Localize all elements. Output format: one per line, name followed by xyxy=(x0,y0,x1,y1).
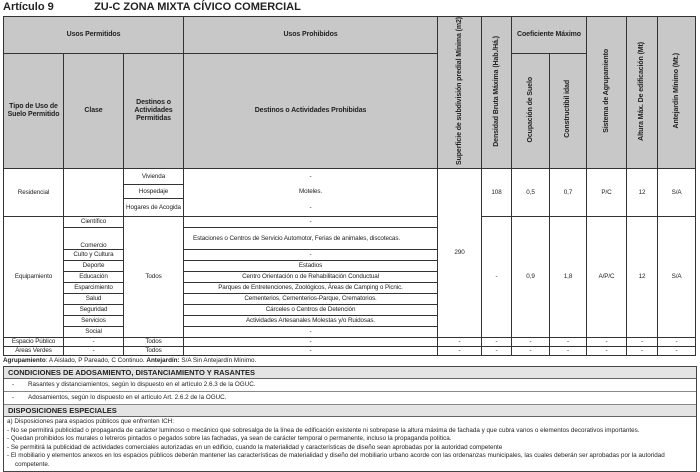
list-item: - Se permitirá la publicidad de actividades comerciales autorizadas en un edificio, cuando la materialidad y características de diseño sean aprobadas por la autoridad competente xyxy=(7,443,503,451)
prohibido-cell: Parques de Entretenciones, Zoológicos, Áreas de Camping o Picnic. xyxy=(184,283,438,294)
destino-cell: Vivienda xyxy=(124,169,184,185)
agrupamiento-label: Agrupamiento xyxy=(3,357,46,365)
table-row xyxy=(4,347,696,356)
disposiciones-intro: a) Disposiciones para espacios públicos que enfrenten ICH: xyxy=(7,418,174,426)
header-altura: Altura Máx. De edificación (Mt) xyxy=(638,41,646,141)
clase-cell: - xyxy=(64,338,124,347)
disposiciones-title: DISPOSICIONES ESPECIALES xyxy=(4,405,696,417)
table-row xyxy=(4,338,696,347)
prohibido-cell: - xyxy=(184,327,438,338)
condicion-text: Rasantes y distanciamientos, según lo dispuesto en el artículo 2.6.3 de la OGUC. xyxy=(28,381,256,389)
page-title xyxy=(3,0,697,14)
ocupacion-cell: 0,5 xyxy=(512,169,550,217)
constructibilidad-cell: 1,8 xyxy=(550,217,587,338)
destino-cell: Hospedaje xyxy=(124,185,184,199)
clase-cell: Servicios xyxy=(64,316,124,327)
prohibido-cell: - xyxy=(184,347,438,356)
antejardin-label: Antejardín: xyxy=(146,357,180,365)
header-superficie: Superficie de subdivisión predial Mínima (m2) xyxy=(455,17,463,165)
tipo-cell: Equipamiento xyxy=(4,217,64,338)
header-tipo: Tipo de Uso de Suelo Permitido xyxy=(4,53,64,169)
header-ocupacion: Ocupación de Suelo xyxy=(526,76,534,142)
table-row xyxy=(4,169,696,185)
tipo-cell: Residencial xyxy=(4,169,64,217)
prohibido-cell: Actividades Artesanales Molestas y/o Ruidosas. xyxy=(184,316,438,327)
header-antejardin: Antejardín Mínimo (Mt.) xyxy=(672,53,680,129)
list-item: - Adosamientos, según lo dispuesto en el artículo Art. 2.6.2 de la OGUC. xyxy=(4,392,696,405)
prohibido-cell: - xyxy=(184,217,438,228)
antejardin-cell: S/A xyxy=(658,169,696,217)
article-number: Artículo 9 xyxy=(3,1,54,13)
destino-cell: Todos xyxy=(124,338,184,347)
superficie-cell: - xyxy=(438,338,482,347)
agrupamiento-text: : A Aislado, P Pareado, C Continuo. xyxy=(45,357,145,365)
header-coeficiente: Coeficiente Máximo xyxy=(512,17,587,54)
header-usos-prohibidos: Usos Prohibidos xyxy=(184,17,438,54)
prohibido-cell: Cementerios, Cementerios-Parque, Crematorios. xyxy=(184,294,438,305)
clase-cell: Científico xyxy=(64,217,124,228)
clase-cell: Educación xyxy=(64,272,124,283)
condiciones-title: CONDICIONES DE ADOSAMIENTO, DISTANCIAMIENTO Y RASANTES xyxy=(4,367,696,379)
prohibido-cell: Estaciones o Centros de Servicio Automotor, Ferias de animales, discotecas. xyxy=(184,228,438,250)
altura-cell: - xyxy=(627,347,658,356)
altura-cell: 12 xyxy=(627,217,658,338)
header-clase: Clase xyxy=(64,53,124,169)
clase-cell: Comercio xyxy=(64,228,124,250)
zoning-table xyxy=(3,16,696,356)
clase-cell: Culto y Cultura xyxy=(64,250,124,261)
clase-cell: Seguridad xyxy=(64,305,124,316)
list-item: - Quedan prohibidos los murales o letreros pintados o pegados sobre las fachadas, ya sean de carácter temporal o permanente, incluso la propaganda política. xyxy=(7,435,452,443)
tipo-cell: Áreas Verdes xyxy=(4,347,64,356)
conditions-box xyxy=(3,366,697,472)
prohibido-cell: - xyxy=(184,169,438,185)
zone-title: ZU-C ZONA MIXTA CÍVICO COMERCIAL xyxy=(94,1,301,13)
header-destinos: Destinos o Actividades Permitidas xyxy=(124,53,184,169)
prohibido-cell: - xyxy=(184,338,438,347)
prohibido-cell: Moteles. xyxy=(184,185,438,199)
ocupacion-cell: 0,9 xyxy=(512,217,550,338)
densidad-cell: - xyxy=(482,338,512,347)
sistema-cell: - xyxy=(587,338,627,347)
list-item: - El mobiliario y elementos anexos en los espacios públicos deberán mantener las características de materialidad y diseño del mobiliario urbano acorde con las ordenanzas municipales, las cuales deberán ser aprobadas por la autoridad competente. xyxy=(7,452,665,468)
densidad-cell: - xyxy=(482,347,512,356)
clase-cell: Deporte xyxy=(64,261,124,272)
header-destinos-prohibidos: Destinos o Actividades Prohibidas xyxy=(184,53,438,169)
list-item: - Rasantes y distanciamientos, según lo dispuesto en el artículo 2.6.3 de la OGUC. xyxy=(4,379,696,392)
header-densidad: Densidad Bruta Máxima (Hab./Há.) xyxy=(492,35,500,147)
destino-cell: Todos xyxy=(124,217,184,338)
clase-cell xyxy=(64,169,124,217)
prohibido-cell: Centro Orientación o de Rehabilitación Conductual xyxy=(184,272,438,283)
header-constructibilidad: Constructibil idad xyxy=(564,80,572,139)
antejardin-cell: S/A xyxy=(658,217,696,338)
destino-cell: Hogares de Acogida xyxy=(124,199,184,217)
condicion-text: Adosamientos, según lo dispuesto en el artículo Art. 2.6.2 de la OGUC. xyxy=(28,394,227,402)
altura-cell: 12 xyxy=(627,169,658,217)
prohibido-cell: - xyxy=(184,250,438,261)
altura-cell: - xyxy=(627,338,658,347)
densidad-cell: - xyxy=(482,217,512,338)
prohibido-cell: Cárceles o Centros de Detención xyxy=(184,305,438,316)
ocupacion-cell: - xyxy=(512,338,550,347)
header-usos-permitidos: Usos Permitidos xyxy=(4,17,184,54)
constructibilidad-cell: 0,7 xyxy=(550,169,587,217)
densidad-cell: 108 xyxy=(482,169,512,217)
tipo-cell: Espacio Público xyxy=(4,338,64,347)
antejardin-cell: - xyxy=(658,338,696,347)
list-item: - No se permitirá publicidad o propaganda de carácter luminoso o mecánico que sobresalga de la línea de edificación existente ni sobrepase la altura máxima de fachada y que cubra vanos o elementos decorativos importantes. xyxy=(7,426,640,434)
antejardin-cell: - xyxy=(658,347,696,356)
clase-cell: Salud xyxy=(64,294,124,305)
header-sistema: Sistema de Agrupamiento xyxy=(602,49,610,133)
clase-cell: Social xyxy=(64,327,124,338)
sistema-cell: P/C xyxy=(587,169,627,217)
sistema-cell: A/P/C xyxy=(587,217,627,338)
superficie-cell: - xyxy=(438,347,482,356)
antejardin-text: S/A Sin Antejardín Mínimo. xyxy=(179,357,257,365)
legend-note xyxy=(3,357,697,365)
constructibilidad-cell: - xyxy=(550,338,587,347)
prohibido-cell: - xyxy=(184,199,438,217)
destino-cell: Todos xyxy=(124,347,184,356)
clase-cell: Esparcimiento xyxy=(64,283,124,294)
clase-cell: - xyxy=(64,347,124,356)
prohibido-cell: Estadios xyxy=(184,261,438,272)
constructibilidad-cell: - xyxy=(550,347,587,356)
table-row xyxy=(4,217,696,228)
sistema-cell: - xyxy=(587,347,627,356)
superficie-cell: 290 xyxy=(438,169,482,338)
ocupacion-cell: - xyxy=(512,347,550,356)
